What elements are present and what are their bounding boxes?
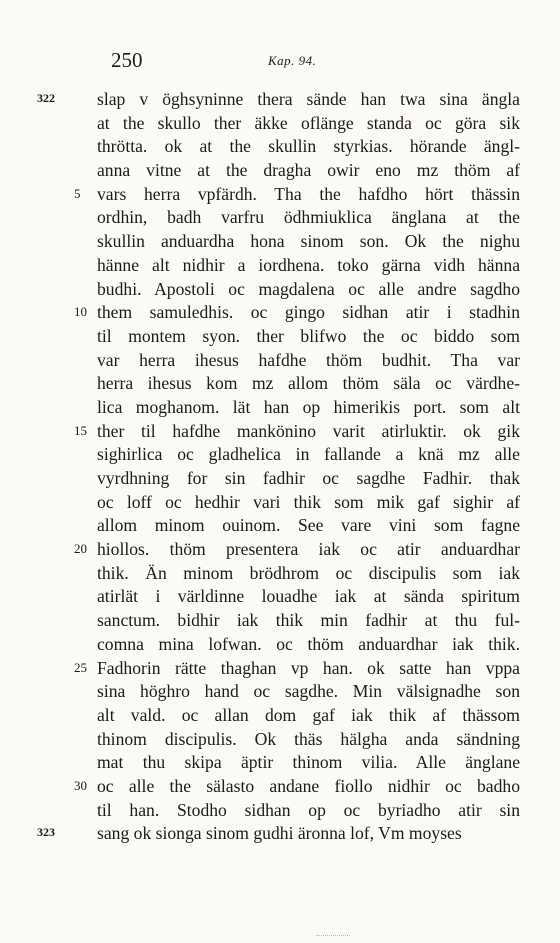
text-line [0, 372, 560, 396]
text-line [0, 443, 560, 467]
text-line [0, 633, 560, 657]
text-line [0, 680, 560, 704]
line-text: lica moghanom. lät han op himerikis port. som alt [97, 396, 520, 417]
text-line [0, 751, 560, 775]
text-line [0, 609, 560, 633]
line-number: 20 [74, 541, 87, 557]
line-text: hiollos. thöm presentera iak oc atir anduardhar [97, 539, 520, 560]
line-text: atirlät i världinne louadhe iak at sända spiritum [97, 586, 520, 607]
text-line [0, 657, 560, 681]
line-number: 10 [74, 304, 87, 320]
line-text: til montem syon. ther blifwo the oc biddo som [97, 325, 520, 346]
body-text [0, 88, 560, 846]
text-line [0, 88, 560, 112]
text-line [0, 349, 560, 373]
line-text: skullin anduardha hona sinom son. Ok the nighu [97, 231, 520, 252]
line-text: anna vitne at the dragha owir eno mz thöm af [97, 160, 520, 181]
line-number: 25 [74, 659, 87, 675]
line-text: alt vald. oc allan dom gaf iak thik af thässom [97, 704, 520, 725]
line-text: til han. Stodho sidhan op oc byriadho atir sin [97, 799, 520, 820]
line-text: hänne alt nidhir a iordhena. toko gärna vidh hänna [97, 254, 520, 275]
line-text: sighirlica oc gladhelica in fallande a knä mz alle [97, 444, 520, 465]
text-line [0, 206, 560, 230]
footer-mark [316, 935, 350, 938]
text-line [0, 538, 560, 562]
text-line [0, 396, 560, 420]
line-text: comna mina lofwan. oc thöm anduardhar iak thik. [97, 633, 520, 654]
source-page-number: 322 [37, 91, 55, 105]
text-line [0, 514, 560, 538]
text-line [0, 420, 560, 444]
line-number: 30 [74, 777, 87, 793]
line-text: oc loff oc hedhir vari thik som mik gaf sighir af [97, 491, 520, 512]
line-text: thrötta. ok at the skullin styrkias. hörande ängl- [97, 136, 520, 157]
text-line [0, 799, 560, 823]
text-line [0, 491, 560, 515]
line-text: var herra ihesus hafdhe thöm budhit. Tha var [97, 349, 520, 370]
text-line [0, 183, 560, 207]
text-line [0, 135, 560, 159]
line-text: sina höghro hand oc sagdhe. Min välsignadhe son [97, 681, 520, 702]
text-line [0, 585, 560, 609]
text-line [0, 301, 560, 325]
line-text: thik. Än minom brödhrom oc discipulis som iak [97, 562, 520, 583]
line-text: allom minom ouinom. See vare vini som fagne [97, 515, 520, 536]
line-text: slap v öghsyninne thera sände han twa sina ängla [97, 89, 520, 109]
line-text: mat thu skipa äptir thinom vilia. Alle änglane [97, 752, 520, 773]
line-text: at the skullo ther äkke oflänge standa oc göra sik [97, 112, 520, 133]
text-line [0, 775, 560, 799]
running-head: Kap. 94. [268, 53, 317, 68]
line-number: 5 [74, 185, 81, 201]
text-line [0, 467, 560, 491]
text-line [0, 822, 560, 846]
line-text: vars herra vpfärdh. Tha the hafdho hört thässin [97, 183, 520, 204]
text-line [0, 704, 560, 728]
line-text: sanctum. bidhir iak thik min fadhir at thu ful- [97, 610, 520, 631]
line-text: vyrdhning for sin fadhir oc sagdhe Fadhir. thak [97, 468, 520, 488]
page-number: 250 [111, 48, 143, 72]
line-text: Fadhorin rätte thaghan vp han. ok satte han vppa [97, 657, 520, 678]
line-text: sang ok sionga sinom gudhi äronna lof, Vm moyses [97, 823, 462, 844]
line-text: oc alle the sälasto andane fiollo nidhir oc badho [97, 775, 520, 796]
text-line [0, 562, 560, 586]
text-line [0, 159, 560, 183]
line-text: thinom discipulis. Ok thäs hälgha anda sändning [97, 728, 520, 749]
text-line [0, 278, 560, 302]
text-line [0, 230, 560, 254]
source-page-number: 323 [37, 825, 55, 840]
text-line [0, 254, 560, 278]
line-text: ordhin, badh varfru ödhmiuklica änglana at the [97, 207, 520, 228]
line-number: 15 [74, 422, 87, 438]
line-text: ther til hafdhe mankönino varit atirluktir. ok gik [97, 420, 520, 441]
text-line [0, 325, 560, 349]
line-text: budhi. Apostoli oc magdalena oc alle andre sagdho [97, 278, 520, 299]
line-text: herra ihesus kom mz allom thöm säla oc värdhe- [97, 373, 520, 394]
line-text: them samuledhis. oc gingo sidhan atir i stadhin [97, 302, 520, 323]
text-line [0, 728, 560, 752]
page-header [0, 48, 560, 72]
text-line [0, 112, 560, 136]
